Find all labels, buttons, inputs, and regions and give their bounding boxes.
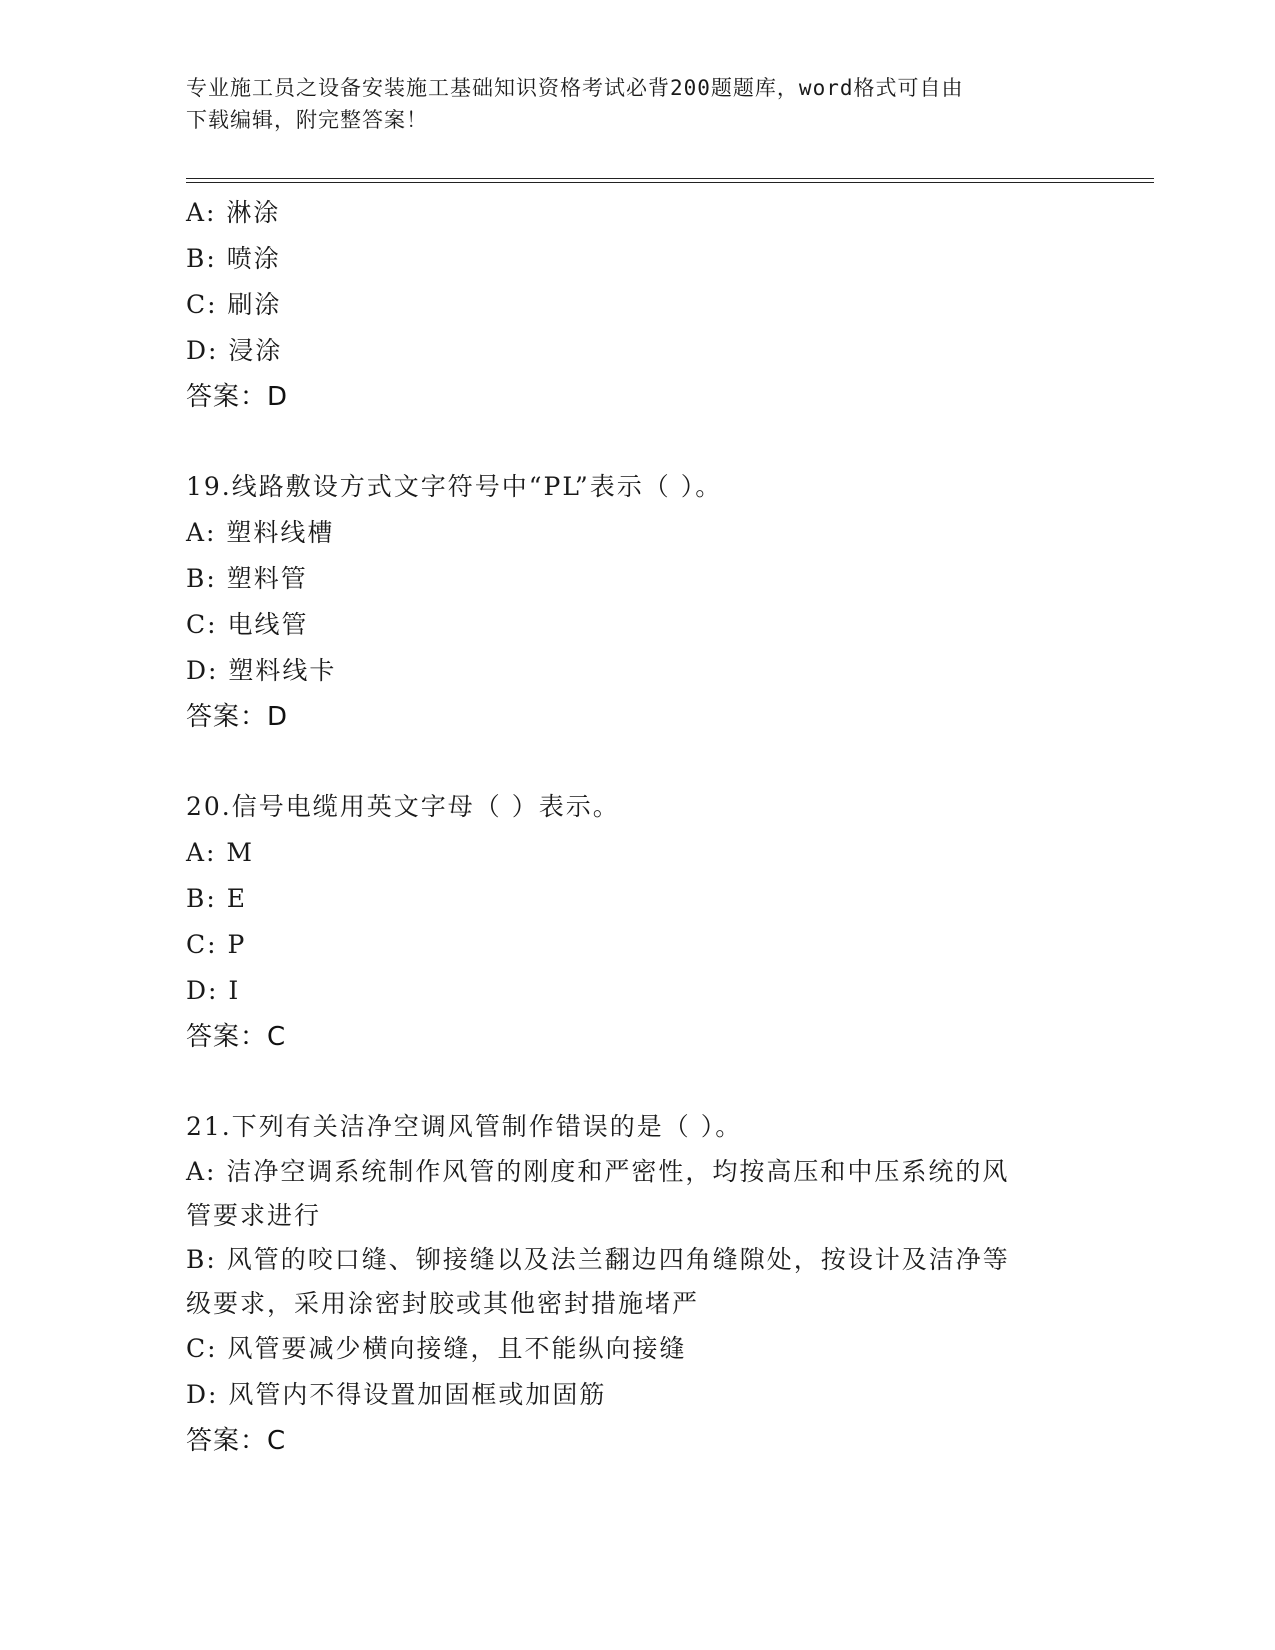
question-20-block (186, 784, 1086, 1060)
header-line-2: 下载编辑，附完整答案！ (186, 108, 428, 132)
question-21-block (186, 1104, 1086, 1464)
q19-option-c: C: 电线管 (186, 610, 309, 639)
q18-option-d: D: 浸涂 (186, 336, 283, 365)
q21-option-c: C: 风管要减少横向接缝，且不能纵向接缝 (186, 1334, 687, 1363)
q21-answer: 答案：C (186, 1426, 287, 1456)
header-rule-bottom (186, 182, 1154, 183)
spacer (186, 740, 1086, 784)
q21-option-a (186, 1150, 1086, 1238)
q19-answer: 答案：D (186, 702, 289, 732)
q18-option-b: B: 喷涂 (186, 244, 281, 273)
q20-option-d: D: I (186, 976, 241, 1005)
document-header (186, 72, 1086, 136)
header-line-1: 专业施工员之设备安装施工基础知识资格考试必背200题题库，word格式可自由 (186, 76, 964, 100)
q21-option-b-line-2: 级要求，采用涂密封胶或其他密封措施堵严 (186, 1289, 700, 1318)
q21-option-a-line-1: A: 洁净空调系统制作风管的刚度和严密性，均按高压和中压系统的风 (186, 1157, 1010, 1186)
q21-question-text: 21.下列有关洁净空调风管制作错误的是（ ）。 (186, 1112, 743, 1141)
header-rule-top (186, 178, 1154, 179)
spacer (186, 420, 1086, 464)
q21-option-d: D: 风管内不得设置加固框或加固筋 (186, 1380, 607, 1409)
q21-option-b-line-1: B: 风管的咬口缝、铆接缝以及法兰翻边四角缝隙处，按设计及洁净等 (186, 1245, 1010, 1274)
q18-option-a: A: 淋涂 (186, 198, 281, 227)
q21-option-b (186, 1238, 1086, 1326)
q19-option-b: B: 塑料管 (186, 564, 308, 593)
q18-option-c: C: 刷涂 (186, 290, 282, 319)
question-19-block (186, 464, 1086, 740)
q19-option-d: D: 塑料线卡 (186, 656, 337, 685)
q19-question-text: 19.线路敷设方式文字符号中“PL”表示（ ）。 (186, 472, 723, 501)
question-18-block (186, 190, 1086, 420)
q21-option-a-line-2: 管要求进行 (186, 1201, 322, 1230)
q18-answer: 答案：D (186, 382, 289, 412)
q20-question-text: 20.信号电缆用英文字母（ ）表示。 (186, 792, 620, 821)
q19-option-a: A: 塑料线槽 (186, 518, 335, 547)
q20-option-c: C: P (186, 930, 247, 959)
question-list (186, 190, 1086, 1464)
q20-answer: 答案：C (186, 1022, 287, 1052)
q20-option-a: A: M (186, 838, 255, 867)
spacer (186, 1060, 1086, 1104)
q20-option-b: B: E (186, 884, 247, 913)
